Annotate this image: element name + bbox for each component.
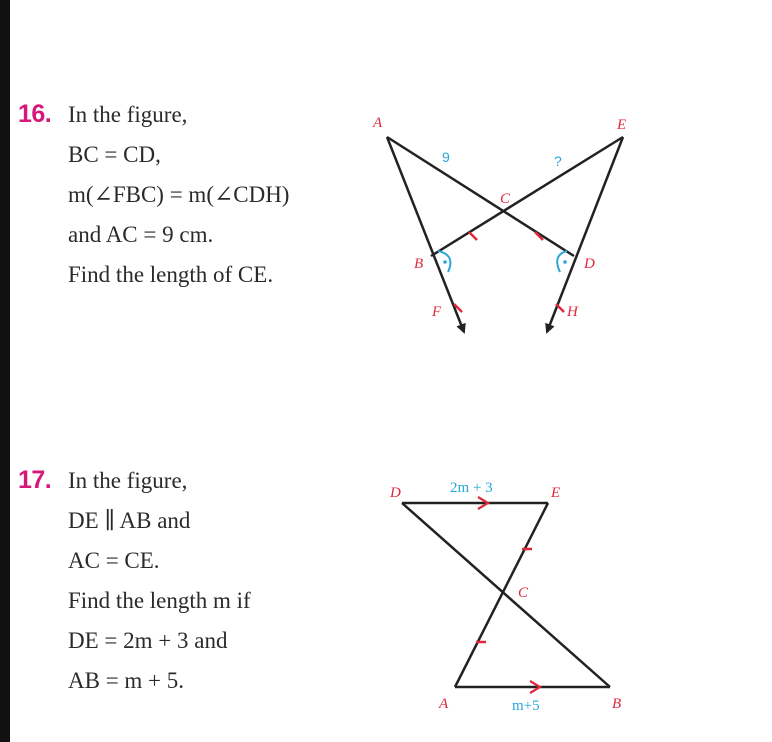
segment-DB [402,503,610,687]
point-label-b: B [612,696,622,712]
left-edge-bar [0,0,10,742]
problem-number: 16. [18,100,52,128]
measure-label-ce: ? [554,153,562,169]
measure-label-de: 2m + 3 [450,480,493,496]
line-AF [387,137,464,332]
problem-text-line: In the figure, [68,468,188,493]
point-label-f: F [432,304,442,320]
point-label-d: D [390,485,401,501]
angle-dot-d [563,260,567,264]
figure-16-diagram [360,100,660,350]
point-label-e: E [551,485,561,501]
point-label-a: A [373,115,383,131]
problem-text-line: DE = 2m + 3 and [68,628,228,653]
tick-mark-bc [469,232,477,240]
line-EB [431,137,623,256]
problem-text-line: BC = CD, [68,142,161,167]
problem-text-line: In the figure, [68,102,188,127]
problem-text-line: DE ∥ AB and [68,508,191,533]
problem-text-line: Find the length of CE. [68,262,274,287]
point-label-c: C [518,585,529,601]
problem-text-line: AC = CE. [68,548,160,573]
problem-text-line: m(∠FBC) = m(∠CDH) [68,182,290,207]
line-AD [387,137,574,256]
point-label-h: H [567,304,578,320]
measure-label-ab: m+5 [512,698,540,714]
point-label-c: C [500,191,511,207]
problem-text-line: Find the length m if [68,588,251,613]
segment-EA [455,503,548,687]
point-label-a: A [439,696,449,712]
point-label-b: B [414,256,424,272]
problem-text-line: and AC = 9 cm. [68,222,214,247]
measure-label-ac: 9 [442,149,450,165]
problem-text-line: AB = m + 5. [68,668,185,693]
angle-dot-b [443,260,447,264]
figure-17-diagram [380,470,650,720]
point-label-d: D [584,256,595,272]
problem-number: 17. [18,466,52,494]
point-label-e: E [617,117,627,133]
